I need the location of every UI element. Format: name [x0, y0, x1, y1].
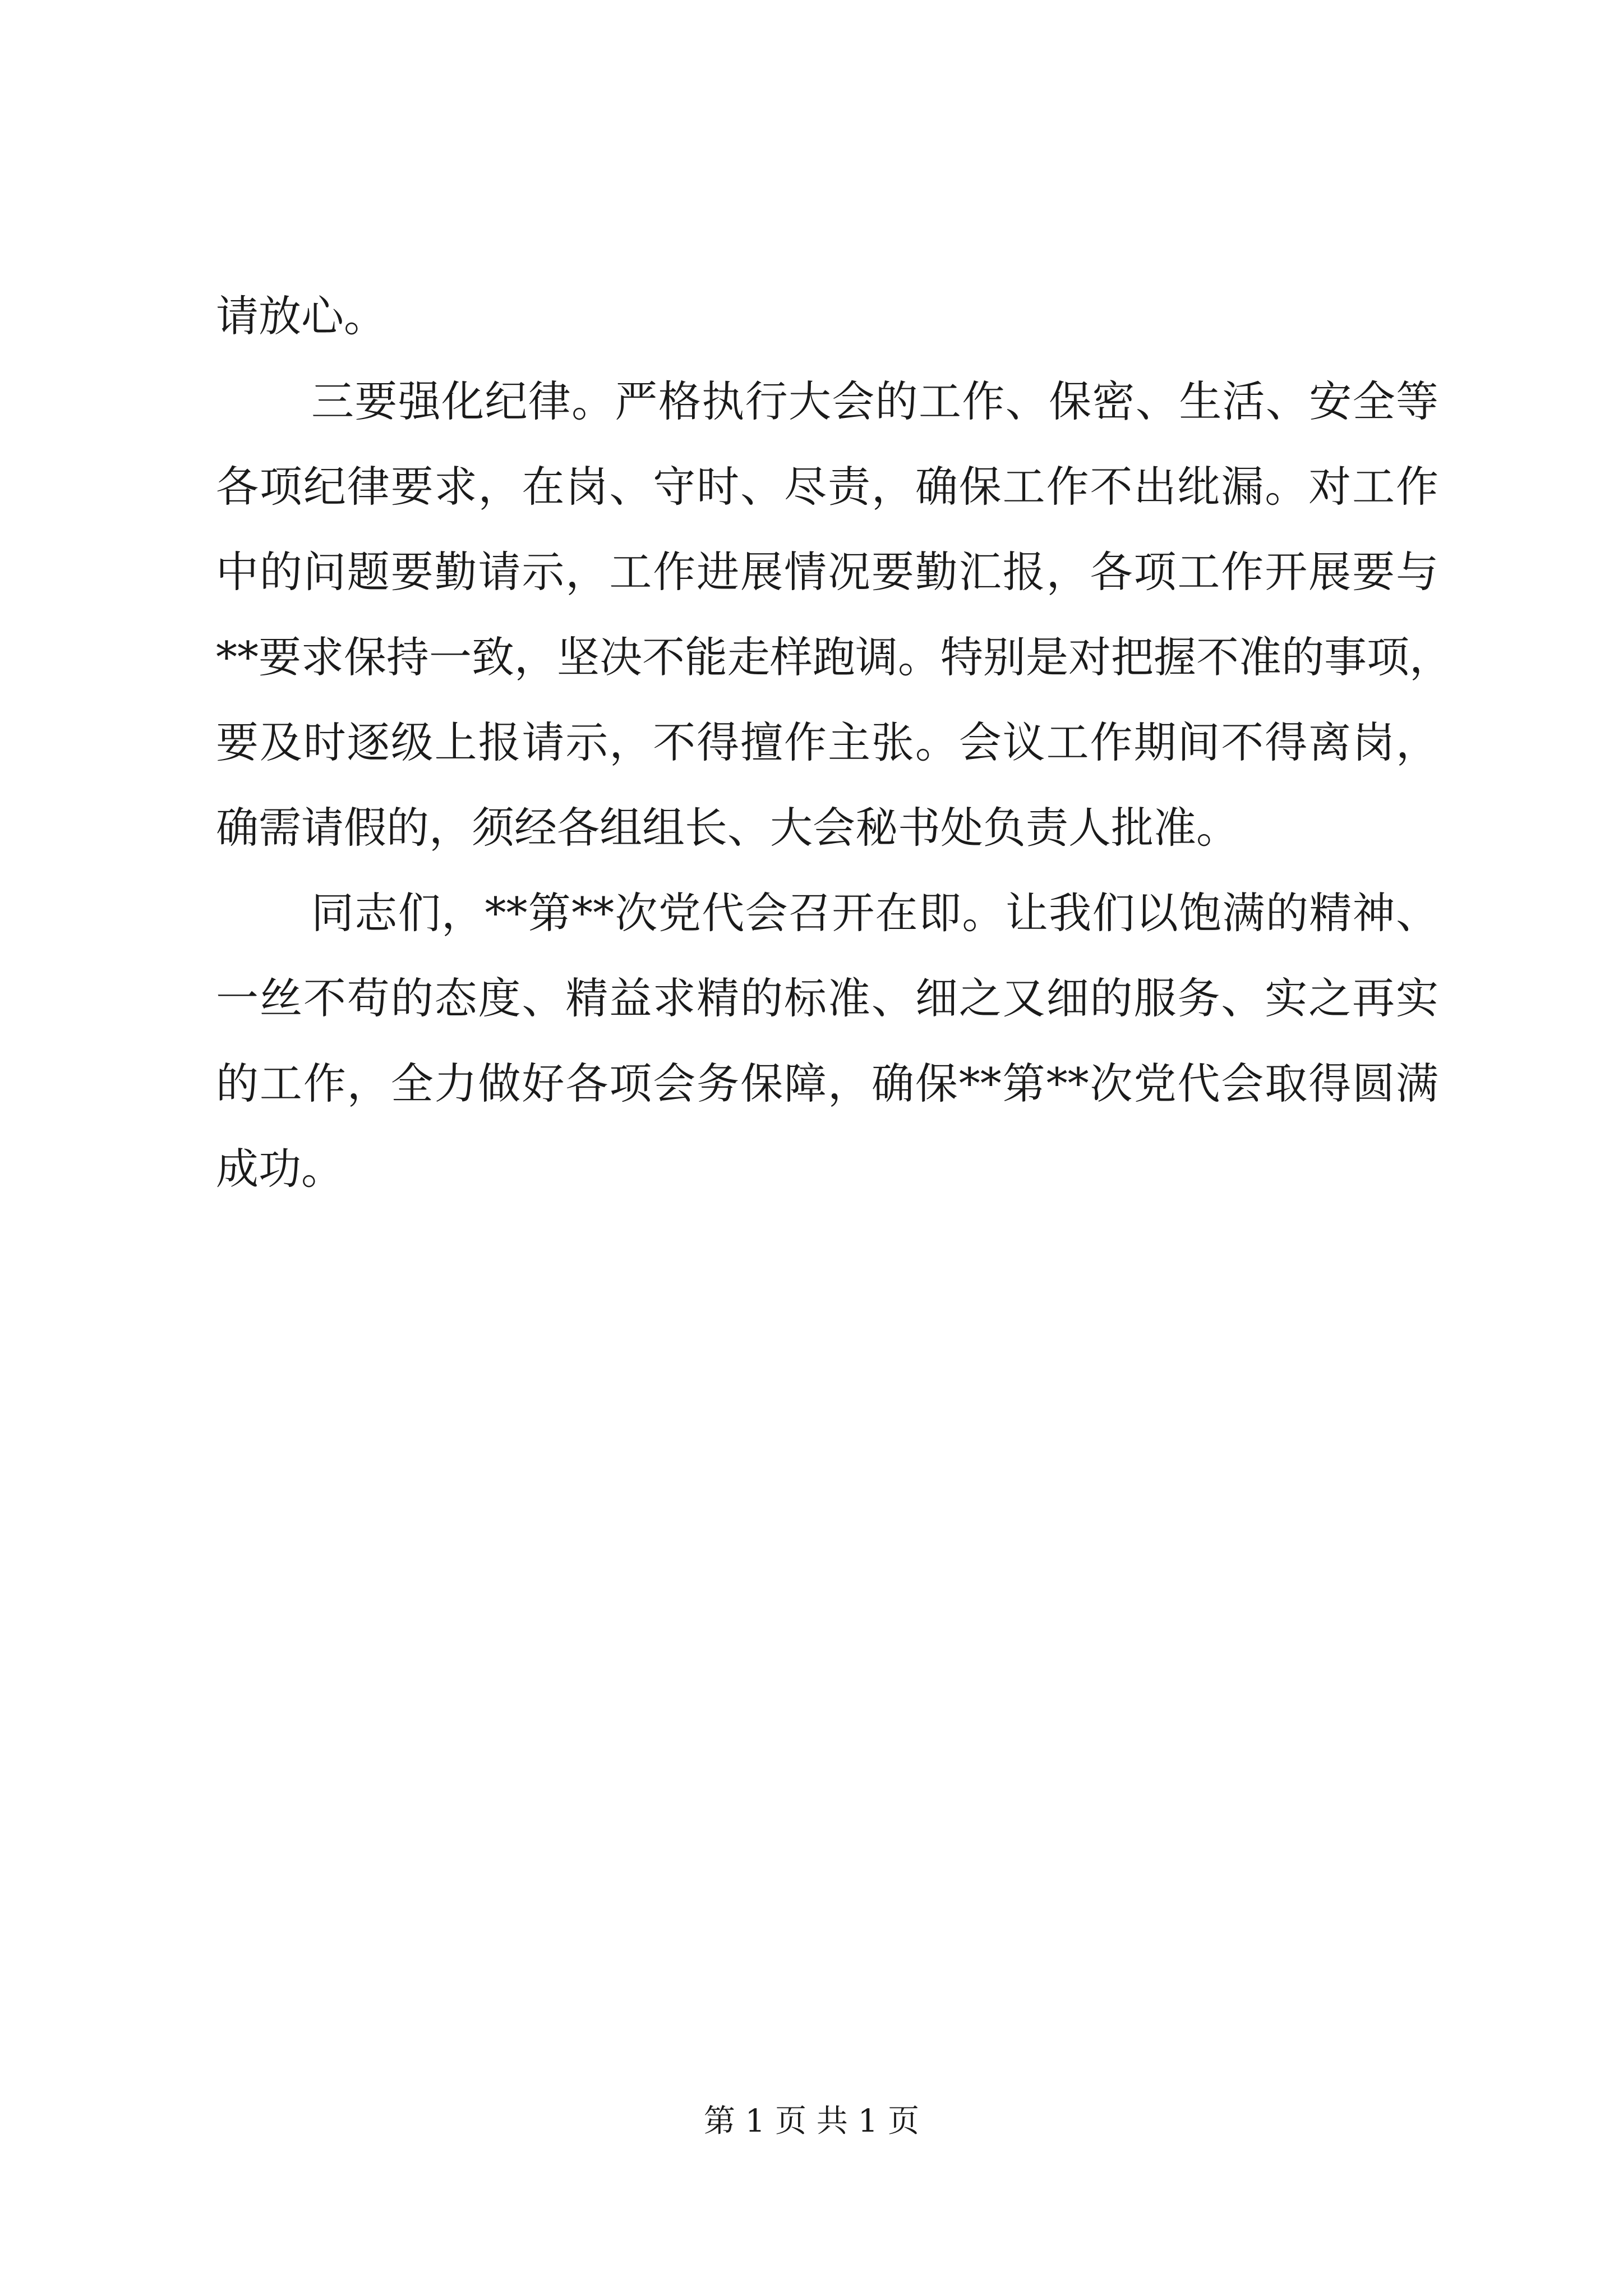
paragraph-line: 确需请假的，须经各组组长、大会秘书处负责人批准。: [216, 803, 1239, 853]
paragraph-line: 请放心。: [216, 291, 386, 341]
paragraph-line: 三要强化纪律。严格执行大会的工作、保密、生活、安全等: [311, 376, 1438, 426]
document-body: [216, 274, 1452, 1212]
paragraph-line: 各项纪律要求，在岗、守时、尽责，确保工作不出纰漏。对工作: [216, 462, 1438, 512]
paragraph-line: 要及时逐级上报请示，不得擅作主张。会议工作期间不得离岗，: [216, 717, 1438, 767]
paragraph-line: **要求保持一致，坚决不能走样跑调。特别是对把握不准的事项，: [216, 632, 1452, 682]
paragraph-line: 一丝不苟的态度、精益求精的标准、细之又细的服务、实之再实: [216, 973, 1438, 1023]
paragraph-line: 同志们，**第**次党代会召开在即。让我们以饱满的精神、: [311, 888, 1438, 938]
paragraph-line: 的工作，全力做好各项会务保障，确保**第**次党代会取得圆满: [216, 1059, 1438, 1108]
paragraph-line: 成功。: [216, 1144, 344, 1194]
paragraph-line: 中的问题要勤请示，工作进展情况要勤汇报，各项工作开展要与: [216, 547, 1438, 597]
page-number-footer: 第 1 页 共 1 页: [703, 2103, 920, 2139]
